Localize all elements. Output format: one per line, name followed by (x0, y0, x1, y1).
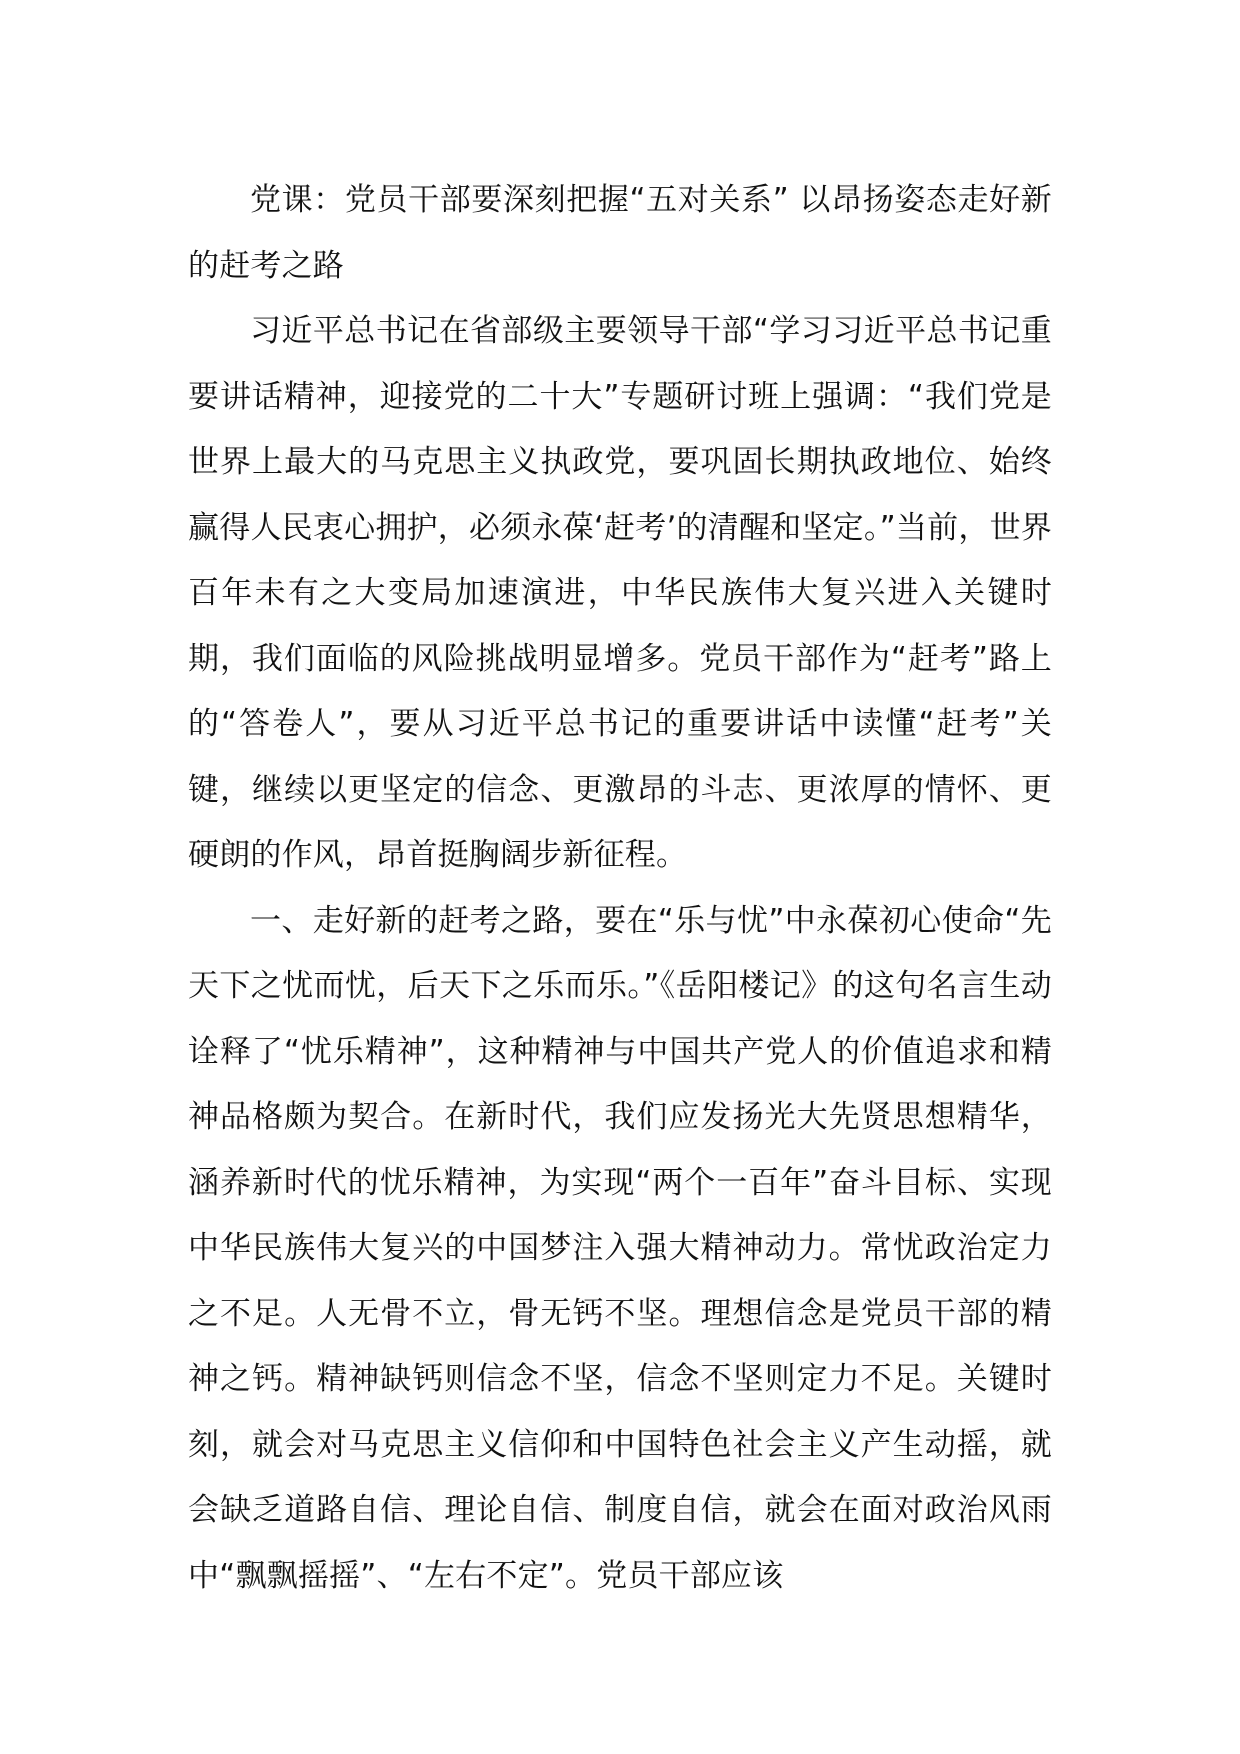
document-title: 党课：党员干部要深刻把握“五对关系” 以昂扬姿态走好新的赶考之路 (188, 182, 1052, 284)
body-paragraph-1: 习近平总书记在省部级主要领导干部“学习习近平总书记重要讲话精神，迎接党的二十大”专题研讨班上强调：“我们党是世界上最大的马克思主义执政党，要巩固长期执政地位、始终赢得人民衷心拥护，必须永葆‘赶考’的清醒和坚定。”当前，世界百年未有之大变局加速演进，中华民族伟大复兴进入关键时期，我们面临的风险挑战明显增多。党员干部作为“赶考”路上的“答卷人”，要从习近平总书记的重要讲话中读懂“赶考”关键，继续以更坚定的信念、更激昂的斗志、更浓厚的情怀、更硬朗的作风，昂首挺胸阔步新征程。 (188, 313, 1052, 873)
document-page (188, 168, 1052, 1609)
body-paragraph-2: 一、走好新的赶考之路，要在“乐与忧”中永葆初心使命“先天下之忧而忧，后天下之乐而乐。”《岳阳楼记》的这句名言生动诠释了“忧乐精神”，这种精神与中国共产党人的价值追求和精神品格颇为契合。在新时代，我们应发扬光大先贤思想精华，涵养新时代的忧乐精神，为实现“两个一百年”奋斗目标、实现中华民族伟大复兴的中国梦注入强大精神动力。常忧政治定力之不足。人无骨不立，骨无钙不坚。理想信念是党员干部的精神之钙。精神缺钙则信念不坚，信念不坚则定力不足。关键时刻，就会对马克思主义信仰和中国特色社会主义产生动摇，就会缺乏道路自信、理论自信、制度自信，就会在面对政治风雨中“飘飘摇摇”、“左右不定”。党员干部应该 (188, 902, 1052, 1594)
